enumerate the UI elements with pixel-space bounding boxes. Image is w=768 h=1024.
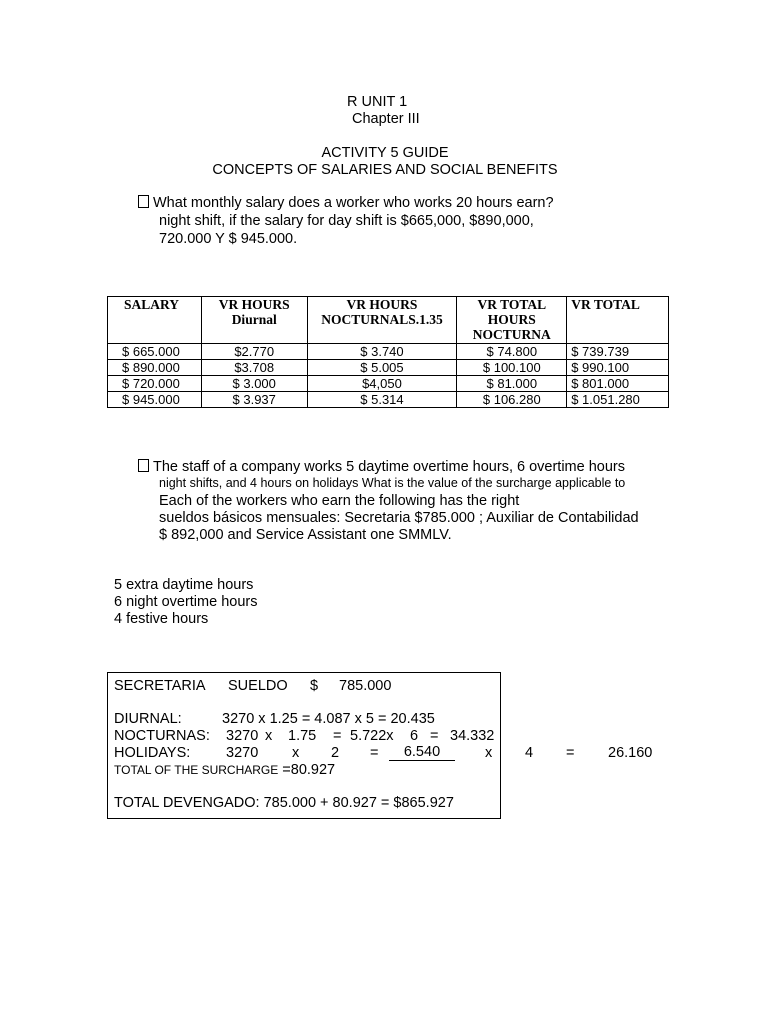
question-2-line-2: night shifts, and 4 hours on holidays What is the value of the surcharge applicable to bbox=[159, 476, 626, 490]
bullet-box-icon bbox=[138, 195, 149, 208]
holidays-operator: x bbox=[292, 745, 300, 761]
nocturnas-result: 5.722x bbox=[350, 728, 394, 744]
header-salary: SALARY bbox=[108, 297, 202, 344]
surcharge-label: TOTAL OF THE SURCHARGE bbox=[114, 763, 279, 777]
question-2-line-5: $ 892,000 and Service Assistant one SMMLV. bbox=[159, 527, 452, 543]
cell-total-hours: $ 106.280 bbox=[457, 392, 567, 408]
nocturnas-factor: 1.75 bbox=[288, 728, 317, 744]
table-row bbox=[108, 376, 669, 392]
salary-table bbox=[107, 296, 669, 408]
hours-item-daytime: 5 extra daytime hours bbox=[114, 577, 254, 593]
question-1-line-2: night shift, if the salary for day shift is $665,000, $890,000, bbox=[159, 213, 534, 229]
holidays-result: 6.540 bbox=[389, 745, 455, 761]
concepts-title: CONCEPTS OF SALARIES AND SOCIAL BENEFITS bbox=[212, 162, 558, 178]
nocturnas-hours: 6 bbox=[410, 728, 419, 744]
hours-item-festive: 4 festive hours bbox=[114, 611, 209, 627]
cell-nocturnal: $ 5.005 bbox=[307, 360, 457, 376]
sueldo-currency: $ bbox=[310, 678, 319, 694]
header-vr-hours-nocturnal: VR HOURS NOCTURNALS.1.35 bbox=[307, 297, 457, 344]
cell-nocturnal: $ 5.314 bbox=[307, 392, 457, 408]
holidays-equals-2: = bbox=[566, 745, 575, 761]
surcharge-value: =80.927 bbox=[282, 762, 336, 778]
header-vr-total-hours: VR TOTAL HOURS NOCTURNA bbox=[457, 297, 567, 344]
nocturnas-value: 3270 bbox=[226, 728, 259, 744]
question-1-line-1 bbox=[138, 195, 554, 211]
secretaria-label: SECRETARIA bbox=[114, 678, 206, 694]
cell-total-hours: $ 74.800 bbox=[457, 344, 567, 360]
activity-title: ACTIVITY 5 GUIDE bbox=[321, 145, 449, 161]
cell-salary: $ 665.000 bbox=[108, 344, 202, 360]
cell-total-hours: $ 100.100 bbox=[457, 360, 567, 376]
question-2-text: The staff of a company works 5 daytime overtime hours, 6 overtime hours bbox=[153, 459, 625, 475]
chapter-title: Chapter III bbox=[352, 111, 420, 127]
holidays-value: 3270 bbox=[226, 745, 259, 761]
bullet-box-icon bbox=[138, 459, 149, 472]
cell-diurnal: $ 3.000 bbox=[201, 376, 307, 392]
cell-total: $ 739.739 bbox=[567, 344, 669, 360]
question-2-line-3: Each of the workers who earn the following has the right bbox=[159, 493, 520, 509]
table-row bbox=[108, 344, 669, 360]
cell-salary: $ 720.000 bbox=[108, 376, 202, 392]
nocturnas-equals: = bbox=[333, 728, 342, 744]
holidays-total: 26.160 bbox=[608, 745, 653, 761]
cell-total-hours: $ 81.000 bbox=[457, 376, 567, 392]
table-row bbox=[108, 392, 669, 408]
cell-nocturnal: $ 3.740 bbox=[307, 344, 457, 360]
header-vr-total: VR TOTAL bbox=[567, 297, 669, 344]
nocturnas-label: NOCTURNAS: bbox=[114, 728, 210, 744]
cell-total: $ 801.000 bbox=[567, 376, 669, 392]
header-vr-hours-diurnal: VR HOURS Diurnal bbox=[201, 297, 307, 344]
cell-total: $ 990.100 bbox=[567, 360, 669, 376]
holidays-hours: 4 bbox=[525, 745, 534, 761]
cell-diurnal: $ 3.937 bbox=[201, 392, 307, 408]
cell-salary: $ 890.000 bbox=[108, 360, 202, 376]
holidays-label: HOLIDAYS: bbox=[114, 745, 191, 761]
table-row bbox=[108, 360, 669, 376]
question-1-line-3: 720.000 Y $ 945.000. bbox=[159, 231, 298, 247]
holidays-factor: 2 bbox=[331, 745, 340, 761]
sueldo-amount: 785.000 bbox=[339, 678, 392, 694]
total-devengado: TOTAL DEVENGADO: 785.000 + 80.927 = $865.927 bbox=[114, 795, 454, 811]
hours-item-night: 6 night overtime hours bbox=[114, 594, 258, 610]
nocturnas-total: 34.332 bbox=[450, 728, 495, 744]
table-header-row bbox=[108, 297, 669, 344]
cell-total: $ 1.051.280 bbox=[567, 392, 669, 408]
cell-diurnal: $2.770 bbox=[201, 344, 307, 360]
question-2-line-1 bbox=[138, 459, 625, 475]
unit-title: R UNIT 1 bbox=[347, 94, 408, 110]
diurnal-calc: 3270 x 1.25 = 4.087 x 5 = 20.435 bbox=[222, 711, 435, 727]
question-2-line-4: sueldos básicos mensuales: Secretaria $785.000 ; Auxiliar de Contabilidad bbox=[159, 510, 639, 526]
holidays-operator-2: x bbox=[485, 745, 493, 761]
cell-salary: $ 945.000 bbox=[108, 392, 202, 408]
nocturnas-equals-2: = bbox=[430, 728, 439, 744]
cell-nocturnal: $4,050 bbox=[307, 376, 457, 392]
surcharge-line bbox=[114, 762, 335, 778]
question-1-text: What monthly salary does a worker who works 20 hours earn? bbox=[153, 195, 554, 211]
nocturnas-operator: x bbox=[265, 728, 273, 744]
diurnal-label: DIURNAL: bbox=[114, 711, 182, 727]
sueldo-label: SUELDO bbox=[228, 678, 288, 694]
cell-diurnal: $3.708 bbox=[201, 360, 307, 376]
holidays-equals: = bbox=[370, 745, 379, 761]
